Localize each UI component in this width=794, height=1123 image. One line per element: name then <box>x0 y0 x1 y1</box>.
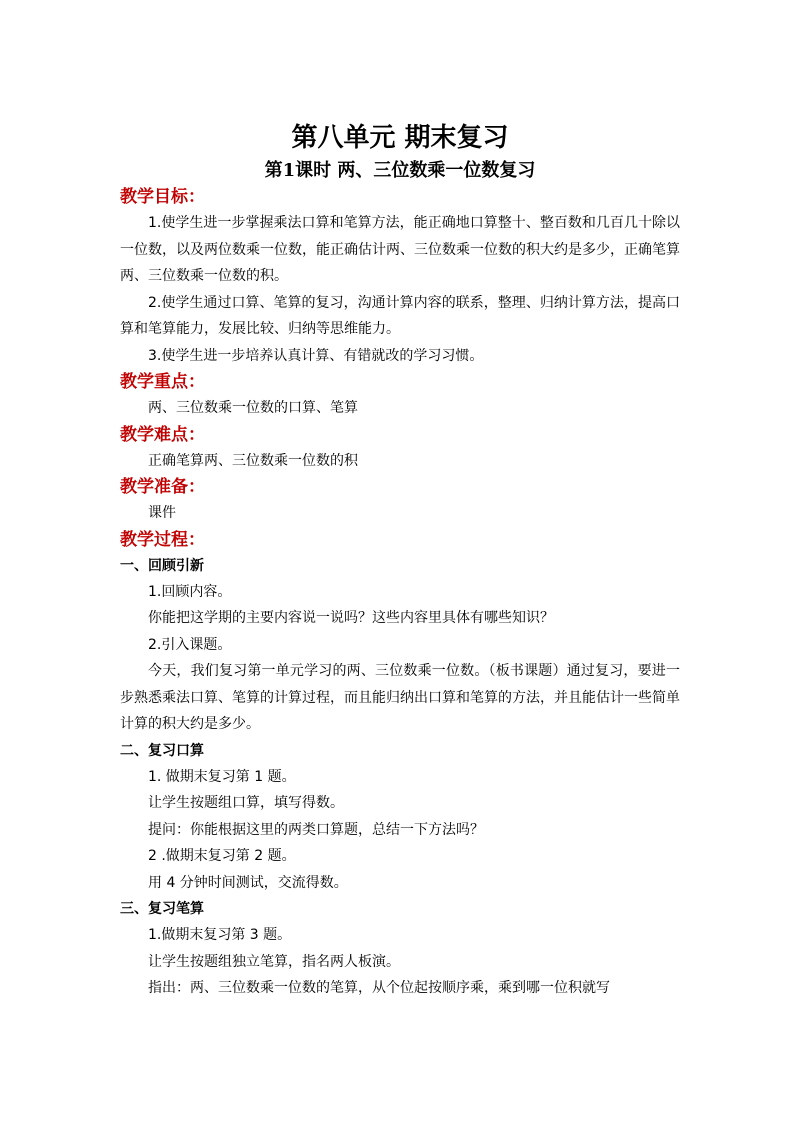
difficulties-text: 正确笔算两、三位数乘一位数的积 <box>148 452 358 469</box>
objective-item: 2.使学生通过口算、笔算的复习，沟通计算内容的联系，整理、归纳计算方法，提高口算和笔算能力，发展比较、归纳等思维能力。 <box>120 294 680 337</box>
part3-line: 1.做期末复习第 3 题。 <box>148 927 292 943</box>
objective-item: 3.使学生进一步培养认真计算、有错就改的学习习惯。 <box>148 347 484 364</box>
part2-line: 2 .做期末复习第 2 题。 <box>148 848 296 864</box>
part2-line: 用 4 分钟时间测试，交流得数。 <box>148 874 348 891</box>
part2-line: 提问：你能根据这里的两类口算题，总结一下方法吗？ <box>148 821 484 838</box>
part1-line: 1.回顾内容。 <box>148 583 232 600</box>
part2-line: 1. 做期末复习第 1 题。 <box>148 768 296 785</box>
process-heading: 教学过程： <box>120 529 205 550</box>
part1-line: 你能把这学期的主要内容说一说吗？这些内容里具体有哪些知识？ <box>148 610 554 626</box>
part2-heading: 二、复习口算 <box>120 742 204 759</box>
unit-title: 第八单元 期末复习 <box>291 123 509 153</box>
key-points-text: 两、三位数乘一位数的口算、笔算 <box>148 400 358 416</box>
preparation-heading: 教学准备： <box>120 477 205 497</box>
part3-line: 让学生按题组独立笔算，指名两人板演。 <box>148 953 400 970</box>
document-page <box>120 120 680 1002</box>
objective-item: 1.使学生进一步掌握乘法口算和笔算方法，能正确地口算整十、整百数和几百几十除以一位数，以及两位数乘一位数，能正确估计两、三位数乘一位数的积大约是多少，正确笔算两、三位数乘一位数的积。 <box>120 215 680 284</box>
part2-line: 让学生按题组口算，填写得数。 <box>148 795 344 811</box>
key-points-heading: 教学重点： <box>120 372 205 392</box>
lesson-title: 第1课时 两、三位数乘一位数复习 <box>264 160 536 181</box>
part1-heading: 一、回顾引新 <box>120 557 204 574</box>
preparation-text: 课件 <box>148 505 176 521</box>
objectives-heading: 教学目标： <box>120 187 205 207</box>
part3-line: 指出：两、三位数乘一位数的笔算，从个位起按顺序乘，乘到哪一位积就写 <box>148 980 610 996</box>
part3-heading: 三、复习笔算 <box>120 901 204 917</box>
part1-line: 2.引入课题。 <box>148 636 232 653</box>
part1-paragraph: 今天，我们复习第一单元学习的两、三位数乘一位数。（板书课题）通过复习，要进一步熟悉乘法口算、笔算的计算过程，而且能归纳出口算和笔算的方法，并且能估计一些简单计算的积大约是多少。 <box>120 663 680 732</box>
difficulties-heading: 教学难点： <box>120 424 205 445</box>
